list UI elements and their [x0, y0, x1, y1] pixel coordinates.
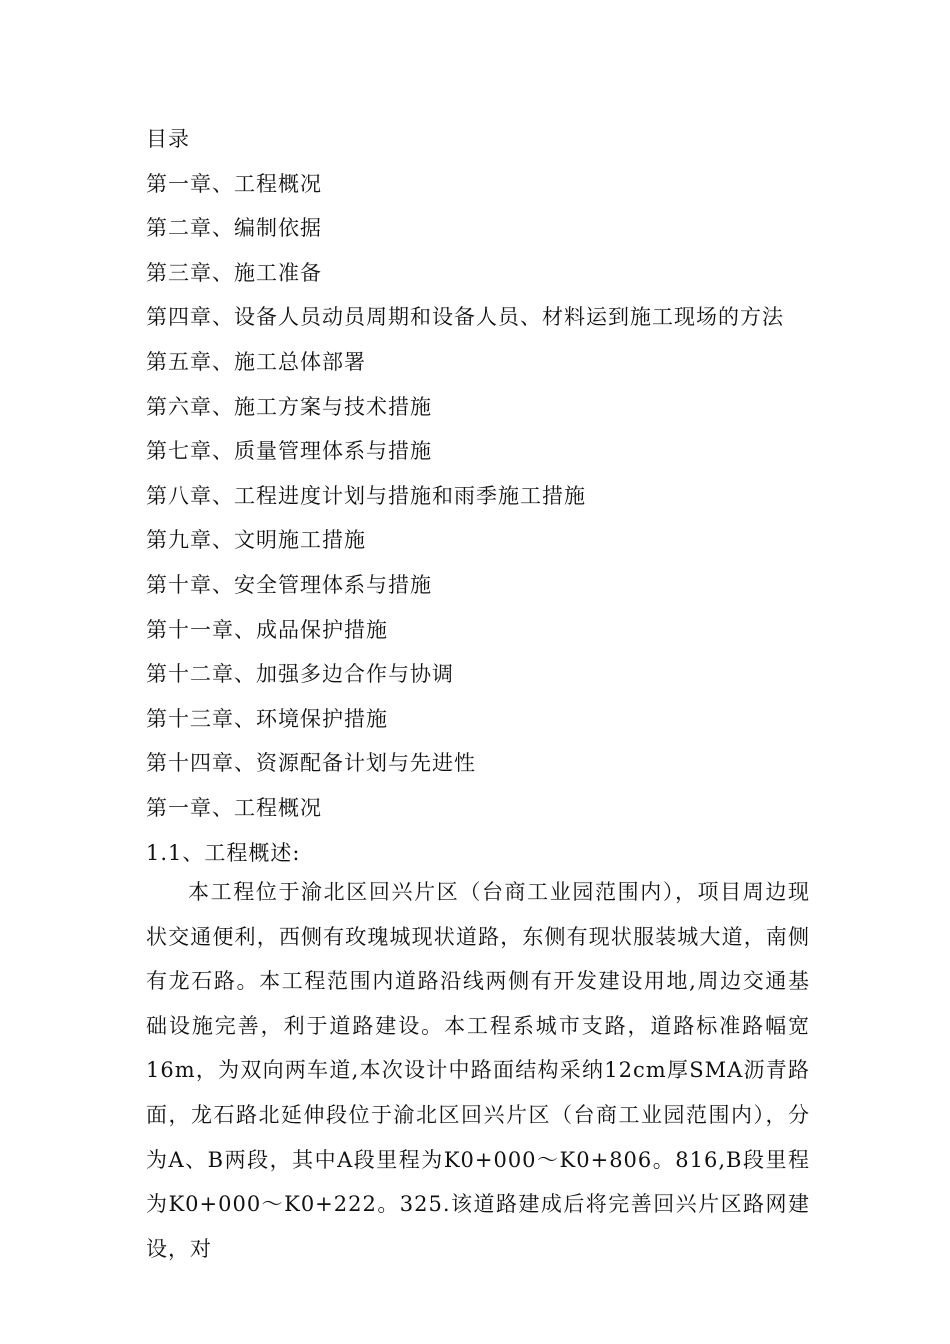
chapter-body [146, 870, 810, 1271]
toc-item-chapter-6: 第六章、施工方案与技术措施 [146, 394, 432, 419]
overview-paragraph: 本工程位于渝北区回兴片区（台商工业园范围内），项目周边现状交通便利，西侧有玫瑰城现状道路，东侧有现状服装城大道，南侧有龙石路。本工程范围内道路沿线两侧有开发建设用地,周边交通基础设施完善，利于道路建设。本工程系城市支路，道路标准路幅宽16m，为双向两车道,本次设计中路面结构采纳12cm厚SMA沥青路面，龙石路北延伸段位于渝北区回兴片区（台商工业园范围内），分为A、B两段，其中A段里程为K0+000～K0+806。816,B段里程为K0+000～K0+222。325.该道路建成后将完善回兴片区路网建设，对 [146, 880, 810, 1261]
toc-title: 目录 [146, 127, 190, 151]
toc-item-chapter-5: 第五章、施工总体部署 [146, 349, 366, 374]
toc-item-chapter-7: 第七章、质量管理体系与措施 [146, 439, 432, 464]
table-of-contents [146, 117, 846, 875]
toc-item-chapter-9: 第九章、文明施工措施 [146, 528, 366, 553]
toc-item-chapter-14: 第十四章、资源配备计划与先进性 [146, 751, 476, 776]
chapter-heading: 第一章、工程概况 [146, 795, 322, 820]
toc-item-chapter-4: 第四章、设备人员动员周期和设备人员、材料运到施工现场的方法 [146, 305, 784, 330]
toc-item-chapter-3: 第三章、施工准备 [146, 260, 322, 285]
toc-item-chapter-8: 第八章、工程进度计划与措施和雨季施工措施 [146, 483, 586, 508]
toc-item-chapter-13: 第十三章、环境保护措施 [146, 706, 388, 731]
toc-item-chapter-1: 第一章、工程概况 [146, 171, 322, 196]
toc-item-chapter-2: 第二章、编制依据 [146, 216, 322, 241]
section-heading: 1.1、工程概述: [146, 840, 301, 865]
toc-item-chapter-11: 第十一章、成品保护措施 [146, 617, 388, 642]
toc-item-chapter-10: 第十章、安全管理体系与措施 [146, 572, 432, 597]
toc-item-chapter-12: 第十二章、加强多边合作与协调 [146, 662, 454, 687]
